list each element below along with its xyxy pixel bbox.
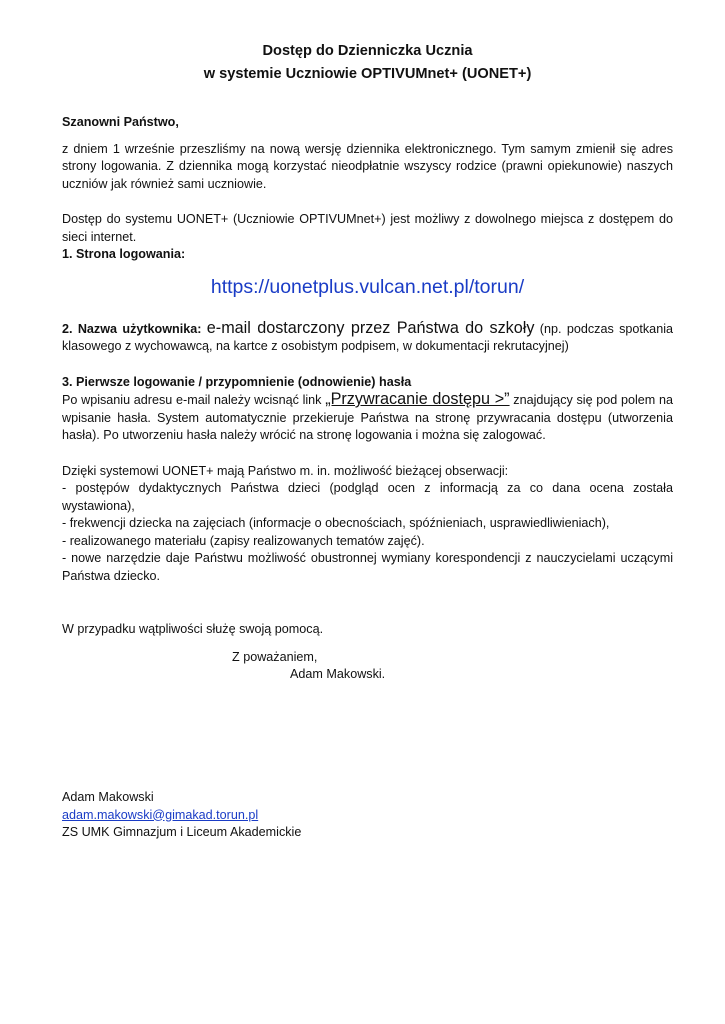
feature-item: - postępów dydaktycznych Państwa dzieci (podgląd ocen z informacją za co dana ocena została wystawiona), xyxy=(62,481,673,513)
restore-access-link[interactable]: „Przywracanie dostępu >” xyxy=(325,390,510,408)
access-paragraph: Dostęp do systemu UONET+ (Uczniowie OPTIVUMnet+) jest możliwy z dowolnego miejsca z dostępem do sieci internet. xyxy=(62,212,673,244)
closing-phrase: Z poważaniem, xyxy=(232,649,318,664)
login-url-link[interactable]: https://uonetplus.vulcan.net.pl/torun/ xyxy=(210,275,525,298)
footer-name: Adam Makowski xyxy=(62,790,154,804)
letter-page xyxy=(62,40,673,684)
footer-email-link[interactable]: adam.makowski@gimakad.torun.pl xyxy=(62,807,259,822)
intro-paragraph: z dniem 1 wrześnie przeszliśmy na nową wersję dziennika elektronicznego. Tym samym zmienił się adres strony logowania. Z dziennika mogą korzystać nieodpłatnie wszyscy rodzice (prawni opiekunowie) naszych uczniów jak również sami uczniowie. xyxy=(62,141,673,191)
spacer xyxy=(62,585,673,621)
section2-heading: 2. Nazwa użytkownika: xyxy=(62,321,202,336)
section1-heading: 1. Strona logowania: xyxy=(62,247,186,261)
feature-item: - nowe narzędzie daje Państwu możliwość obustronnej wymiany korespondencji z nauczycielami uczącymi Państwa dziecko. xyxy=(62,551,673,583)
username-value: e-mail dostarczony przez Państwa do szkoły xyxy=(206,318,535,337)
footer-organization: ZS UMK Gimnazjum i Liceum Akademickie xyxy=(62,825,302,839)
username-note: (np. podczas spotkania klasowego z wychowawcą, na kartce z osobistym podpisem, w dokumentacji rekrutacyjnej) xyxy=(62,321,673,353)
title-block xyxy=(62,40,673,86)
section3-heading: 3. Pierwsze logowanie / przypomnienie (odnowienie) hasła xyxy=(62,374,412,389)
closing-signature: Adam Makowski. xyxy=(290,667,386,681)
feature-item: - frekwencji dziecka na zajęciach (informacje o obecnościach, spóźnieniach, usprawiedliwieniach), xyxy=(62,516,610,530)
password-text-b: znajdujący się pod polem na wpisanie hasła. System automatycznie przekieruje Państwa na stronę przywracania dostępu (utworzenia hasła). Po utworzeniu hasła należy wrócić na stronę logowania i można się zalogować. xyxy=(62,393,673,442)
greeting: Szanowni Państwo, xyxy=(62,115,179,129)
spacer xyxy=(62,356,673,374)
feature-item: - realizowanego materiału (zapisy realizowanych tematów zajęć). xyxy=(62,533,425,548)
password-text-a: Po wpisaniu adresu e-mail należy wcisnąć link xyxy=(62,393,326,407)
username-paragraph xyxy=(62,320,673,356)
spacer xyxy=(62,445,673,463)
footer-contact xyxy=(62,789,301,842)
document-title-line2: w systemie Uczniowie OPTIVUMnet+ (UONET+) xyxy=(203,66,532,82)
document-title-line1: Dostęp do Dzienniczka Ucznia xyxy=(262,43,473,59)
spacer xyxy=(62,193,673,211)
password-paragraph xyxy=(62,391,673,445)
features-intro: Dzięki systemowi UONET+ mają Państwo m. in. możliwość bieżącej obserwacji: xyxy=(62,463,509,478)
help-text: W przypadku wątpliwości służę swoją pomocą. xyxy=(62,622,324,636)
spacer xyxy=(62,639,673,649)
